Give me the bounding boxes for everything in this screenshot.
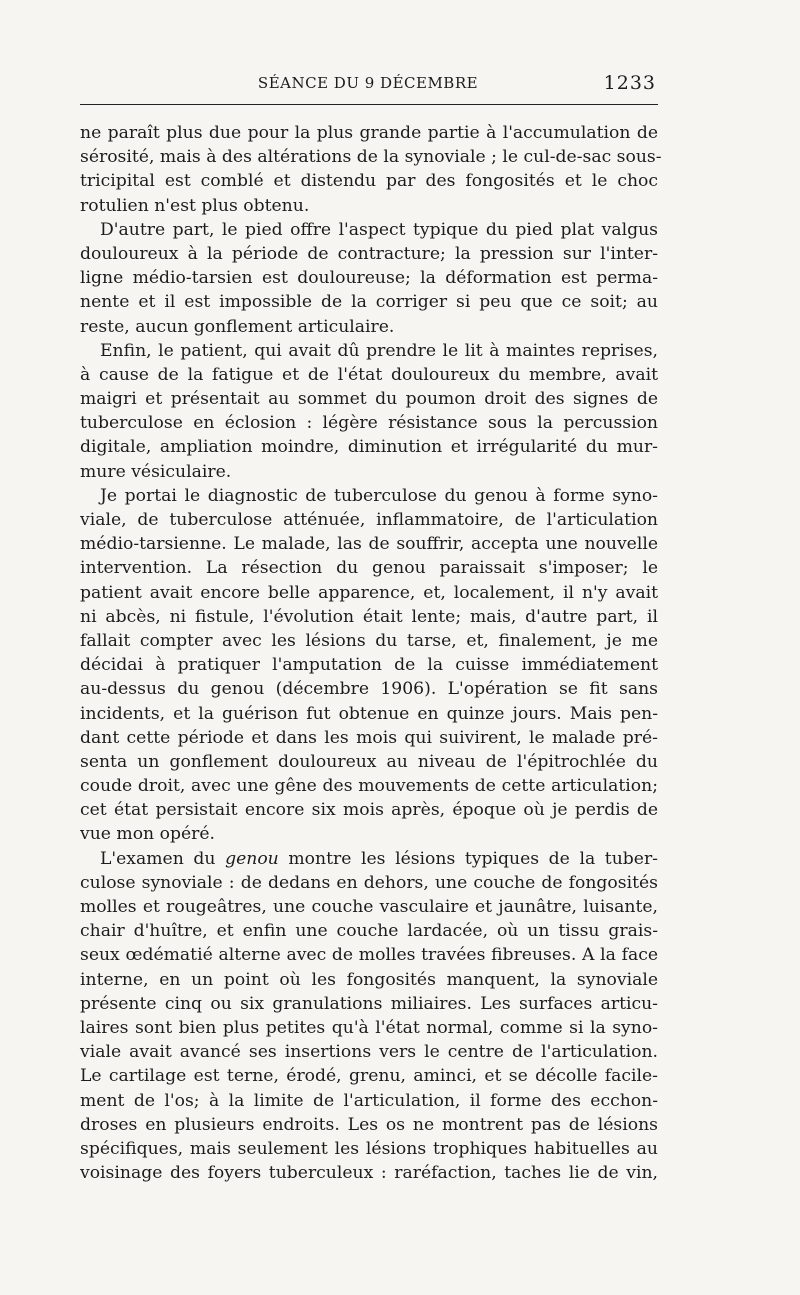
text-line: seux œdématié alterne avec de molles travées fibreuses. A la face	[80, 945, 658, 966]
text-line: à cause de la fatigue et de l'état douloureux du membre, avait	[80, 364, 658, 385]
text-line: reste, aucun gonflement articulaire.	[80, 316, 395, 337]
page-header	[80, 70, 656, 100]
page-number: 1233	[603, 72, 656, 94]
body-text	[80, 121, 662, 1185]
text-line: au-dessus du genou (décembre 1906). L'opération se fit sans	[80, 679, 658, 700]
text-line: Le cartilage est terne, érodé, grenu, aminci, et se décolle facile-	[80, 1066, 658, 1087]
text-line: incidents, et la guérison fut obtenue en quinze jours. Mais pen-	[80, 703, 658, 724]
header-rule	[80, 104, 658, 105]
text-line: rotulien n'est plus obtenu.	[80, 195, 310, 216]
text-line: culose synoviale : de dedans en dehors, une couche de fongosités	[80, 872, 658, 893]
text-line: digitale, ampliation moindre, diminution et irrégularité du mur-	[80, 437, 658, 458]
text-line: maigri et présentait au sommet du poumon droit des signes de	[80, 389, 658, 410]
text-line: dant cette période et dans les mois qui suivirent, le malade pré-	[80, 727, 658, 748]
text-line: médio-tarsienne. Le malade, las de souffrir, accepta une nouvelle	[80, 534, 658, 555]
text-line: nente et il est impossible de la corriger si peu que ce soit; au	[80, 292, 658, 313]
text-line: mure vésiculaire.	[80, 461, 232, 482]
text-line: viale, de tuberculose atténuée, inflammatoire, de l'articulation	[80, 510, 658, 530]
text-line: fallait compter avec les lésions du tarse, et, finalement, je me	[80, 630, 658, 651]
text-line: douloureux à la période de contracture; la pression sur l'inter-	[80, 243, 658, 264]
text-line: cet état persistait encore six mois après, époque où je perdis de	[80, 800, 658, 821]
text-line: sérosité, mais à des altérations de la synoviale ; le cul-de-sac sous-	[80, 147, 662, 168]
italic-term: genou	[225, 848, 279, 869]
text-line: ligne médio-tarsien est douloureuse; la déformation est perma-	[80, 268, 658, 289]
text-segment: L'examen du	[100, 848, 226, 869]
text-line: ni abcès, ni fistule, l'évolution était lente; mais, d'autre part, il	[80, 606, 658, 627]
text-line: présente cinq ou six granulations miliaires. Les surfaces articu-	[80, 993, 658, 1014]
text-line: intervention. La résection du genou paraissait s'imposer; le	[80, 558, 658, 579]
text-line: vue mon opéré.	[80, 824, 215, 845]
text-line: D'autre part, le pied offre l'aspect typique du pied plat valgus	[100, 219, 658, 240]
text-line: viale avait avancé ses insertions vers le centre de l'articulation.	[80, 1042, 658, 1063]
text-line: tricipital est comblé et distendu par des fongosités et le choc	[80, 171, 658, 192]
text-segment: montre les lésions typiques de la tuber-	[278, 848, 658, 869]
text-line: droses en plusieurs endroits. Les os ne montrent pas de lésions	[80, 1114, 658, 1135]
text-line: tuberculose en éclosion : légère résistance sous la percussion	[80, 413, 658, 434]
text-line: voisinage des foyers tuberculeux : raréfaction, taches lie de vin,	[80, 1163, 658, 1184]
text-line: patient avait encore belle apparence, et, localement, il n'y avait	[80, 582, 658, 603]
text-line: spécifiques, mais seulement les lésions trophiques habituelles au	[80, 1138, 658, 1159]
text-line: décidai à pratiquer l'amputation de la cuisse immédiatement	[80, 655, 658, 676]
text-line: interne, en un point où les fongosités manquent, la synoviale	[80, 969, 658, 990]
text-line: Je portai le diagnostic de tuberculose du genou à forme syno-	[100, 485, 658, 506]
running-title: SÉANCE DU 9 DÉCEMBRE	[257, 74, 479, 92]
text-line: Enfin, le patient, qui avait dû prendre le lit à maintes reprises,	[100, 340, 658, 361]
text-line: ment de l'os; à la limite de l'articulation, il forme des ecchon-	[80, 1090, 658, 1111]
text-line: coude droit, avec une gêne des mouvements de cette articulation;	[80, 776, 658, 797]
text-line: laires sont bien plus petites qu'à l'état normal, comme si la syno-	[80, 1017, 658, 1038]
text-line: ne paraît plus due pour la plus grande partie à l'accumulation de	[80, 123, 658, 143]
text-line: molles et rougeâtres, une couche vasculaire et jaunâtre, luisante,	[80, 897, 658, 917]
text-line: senta un gonflement douloureux au niveau de l'épitrochlée du	[80, 751, 658, 772]
text-line: chair d'huître, et enfin une couche lardacée, où un tissu grais-	[80, 921, 658, 942]
text-line	[80, 847, 658, 871]
